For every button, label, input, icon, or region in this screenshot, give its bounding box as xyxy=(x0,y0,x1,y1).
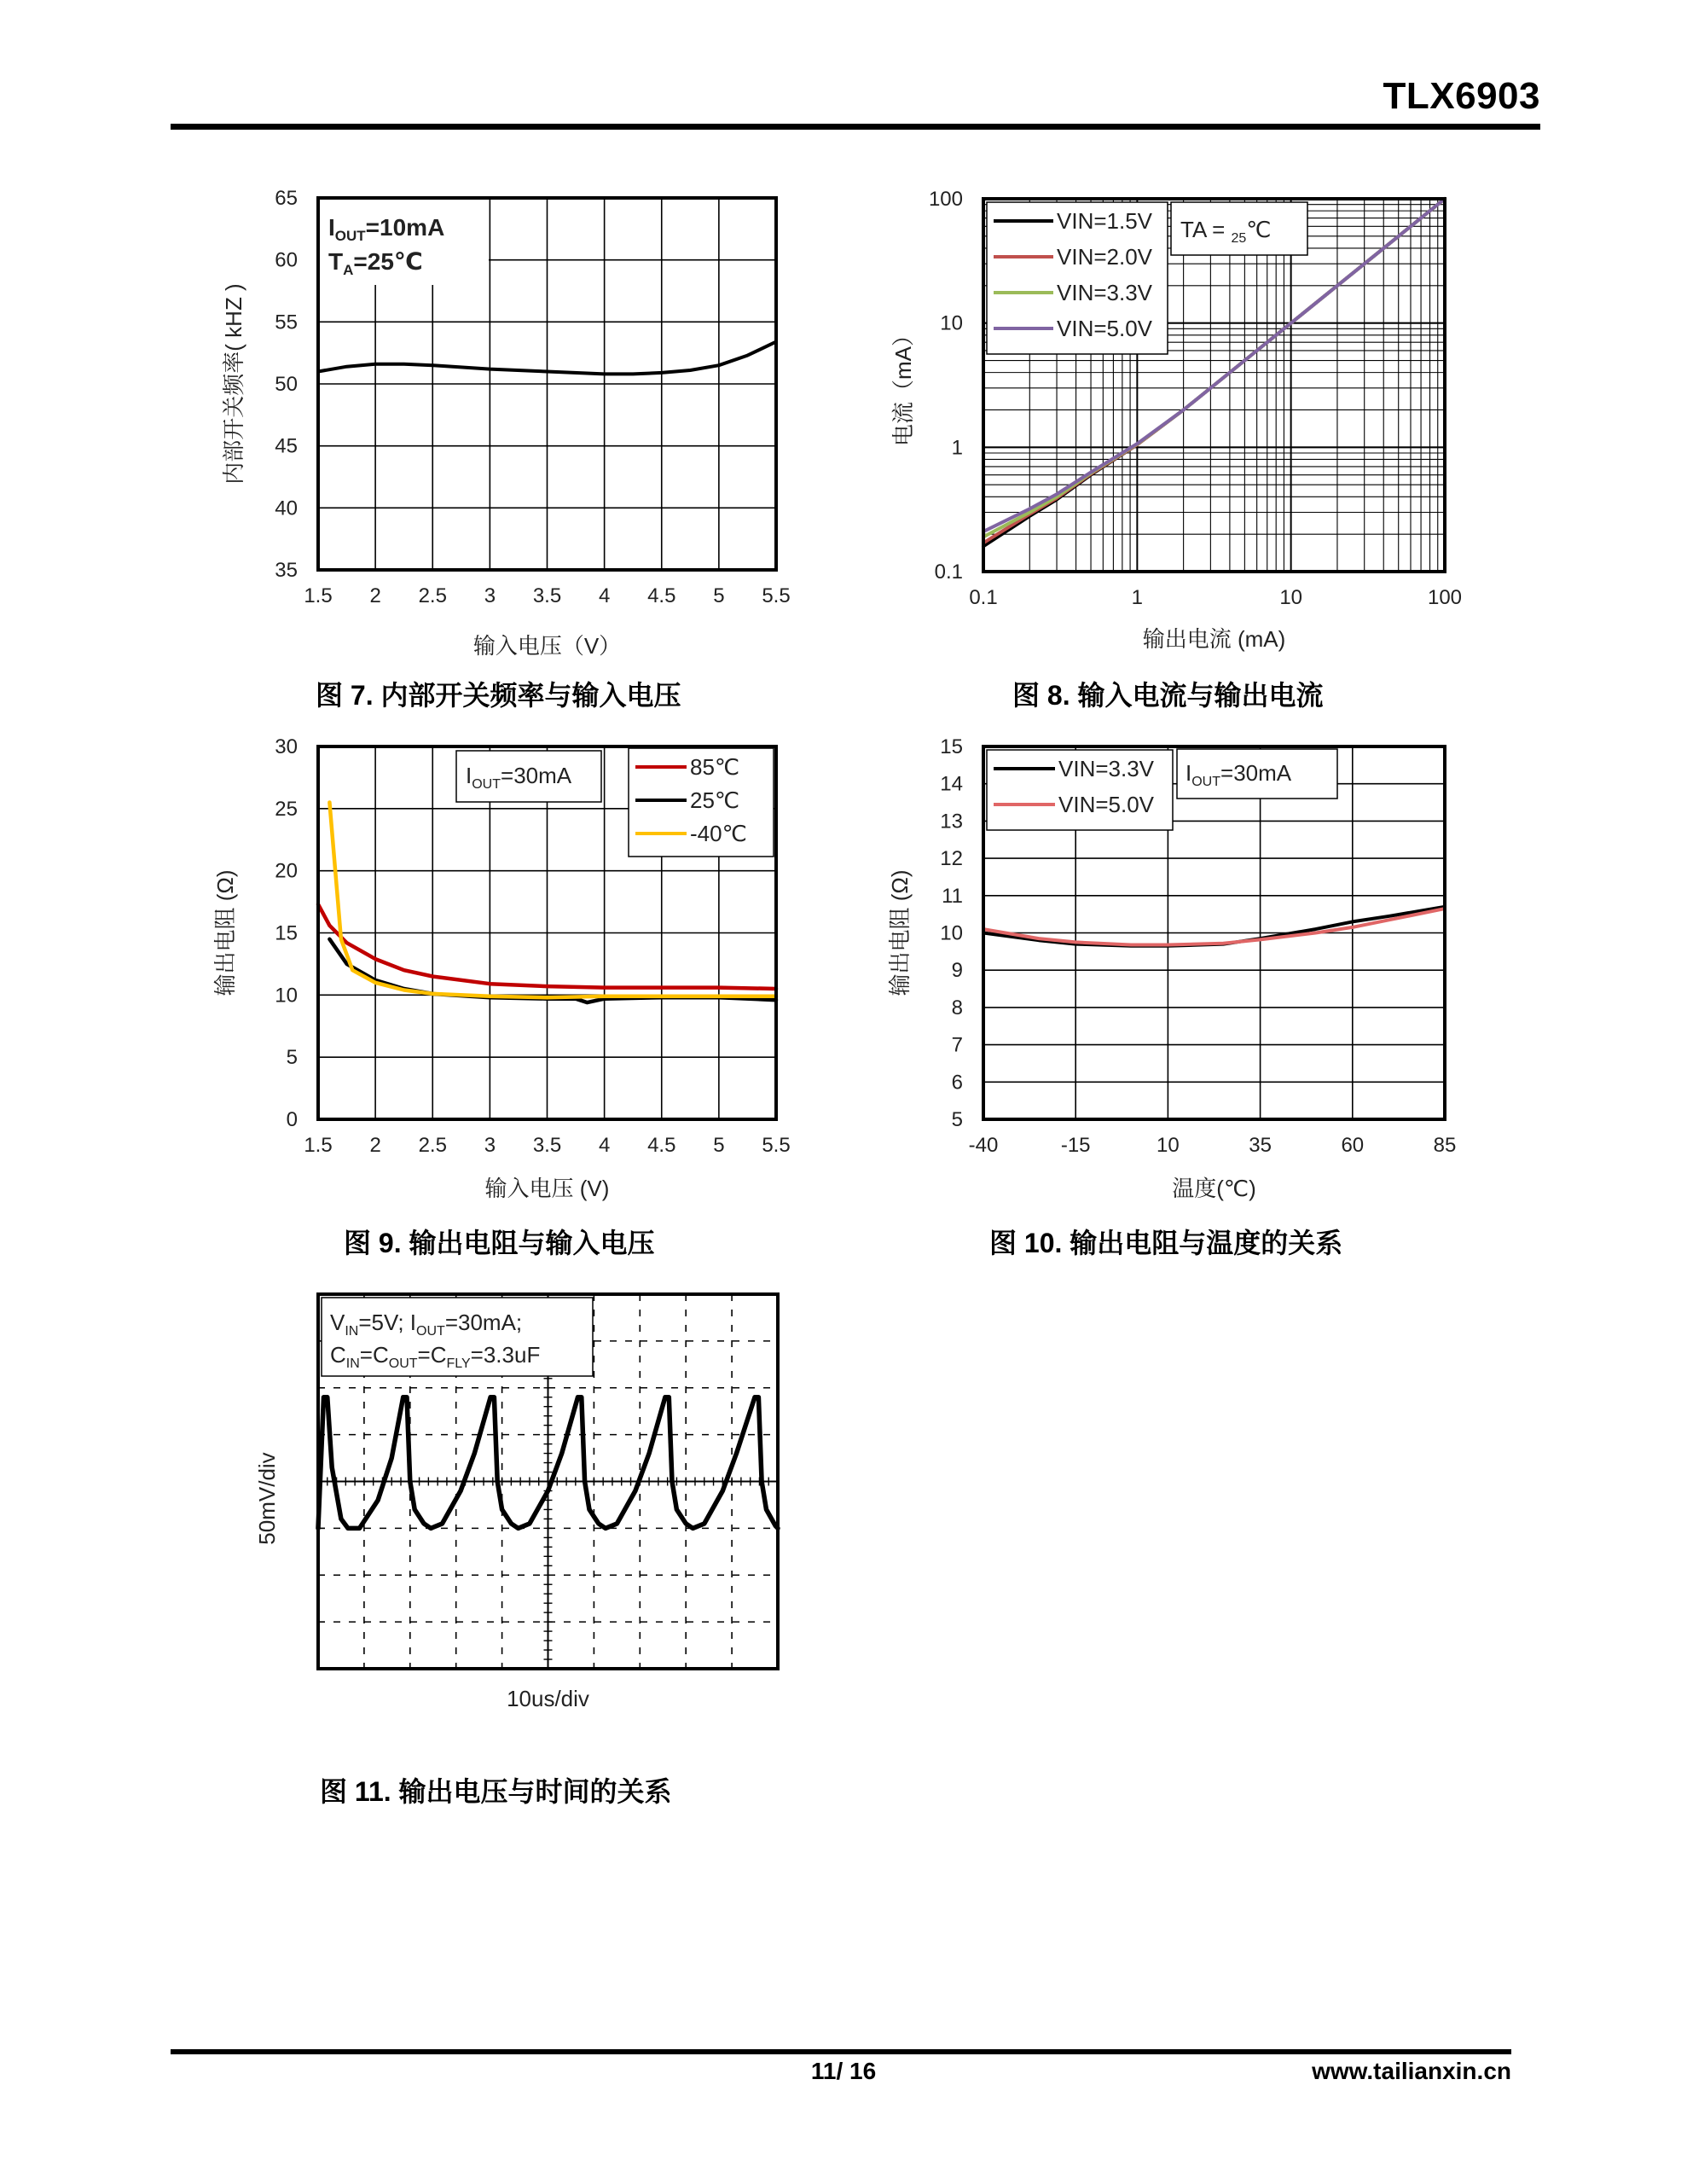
figure-8-caption: 图 8. 输入电流与输出电流 xyxy=(1012,680,1324,711)
y-tick-label: 30 xyxy=(275,735,298,758)
annotation-current: $I_{OUT}=10mA$ xyxy=(328,214,445,244)
page-number: 11/ 16 xyxy=(810,2058,877,2084)
legend-label: -40℃ xyxy=(690,821,747,846)
x-axis-label: 输入电压（V） xyxy=(472,633,622,659)
y-tick-label: 5 xyxy=(951,1108,963,1131)
y-tick-label: 12 xyxy=(940,847,963,871)
y-tick-label: 9 xyxy=(951,959,963,983)
y-tick-label: 1 xyxy=(951,436,963,460)
x-tick-label: 10 xyxy=(1279,586,1303,609)
legend-label: VIN=1.5V xyxy=(1057,208,1153,234)
x-tick-label: 5 xyxy=(713,1134,725,1157)
y-tick-label: 55 xyxy=(275,311,298,334)
x-tick-label: 4.5 xyxy=(647,1134,676,1157)
y-tick-label: 60 xyxy=(275,248,298,272)
annotation-current: $I_{OUT}=30mA$ xyxy=(1186,760,1292,789)
y-tick-label: 8 xyxy=(951,996,963,1019)
legend-label: VIN=5.0V xyxy=(1058,792,1155,817)
part-number: TLX6903 xyxy=(1383,75,1540,117)
y-tick-label: 50 xyxy=(275,373,298,396)
legend-label: VIN=3.3V xyxy=(1058,756,1155,781)
y-tick-label: 10 xyxy=(940,311,963,335)
x-tick-label: 100 xyxy=(1427,586,1463,609)
x-axis-label: 输入电压 (V) xyxy=(484,1176,610,1201)
x-tick-label: 3 xyxy=(484,1134,496,1157)
legend-label: VIN=2.0V xyxy=(1057,244,1153,270)
y-tick-label: 35 xyxy=(275,559,298,582)
x-tick-label: 5.5 xyxy=(762,1134,791,1157)
x-axis-label: 10us/div xyxy=(507,1686,589,1711)
figure-11-chart xyxy=(0,0,853,1732)
y-axis-label: 电流（mA） xyxy=(890,323,916,447)
y-tick-label: 15 xyxy=(940,735,963,758)
x-tick-label: 4 xyxy=(598,1134,611,1157)
y-tick-label: 20 xyxy=(275,859,298,883)
x-tick-label: 5.5 xyxy=(762,584,791,607)
x-tick-label: -15 xyxy=(1060,1134,1091,1157)
legend-label: 85℃ xyxy=(690,754,740,780)
y-tick-label: 65 xyxy=(275,187,298,210)
annotation-temperature: $T_A=25℃$ xyxy=(328,248,423,278)
figure-7-caption: 图 7. 内部开关频率与输入电压 xyxy=(316,680,681,711)
x-tick-label: 3.5 xyxy=(532,1134,562,1157)
y-tick-label: 7 xyxy=(951,1033,963,1057)
annotation-conditions-1: $V_{IN}=5V$; $I_{OUT}=30mA$; xyxy=(330,1310,523,1339)
footer-rule xyxy=(171,2049,1511,2054)
y-tick-label: 40 xyxy=(275,497,298,520)
y-tick-label: 10 xyxy=(940,921,963,945)
website-url: www.tailianxin.cn xyxy=(1312,2058,1511,2084)
y-axis-label: 50mV/div xyxy=(254,1452,280,1545)
x-tick-label: 2 xyxy=(369,584,381,607)
legend-label: 25℃ xyxy=(690,787,740,813)
y-tick-label: 15 xyxy=(275,921,298,945)
x-tick-label: 4.5 xyxy=(647,584,676,607)
y-tick-label: 45 xyxy=(275,434,298,458)
y-tick-label: 10 xyxy=(275,984,298,1008)
x-tick-label: 1.5 xyxy=(304,1134,333,1157)
x-tick-label: 5 xyxy=(713,584,725,607)
x-tick-label: 2.5 xyxy=(418,584,447,607)
figure-11-caption: 图 11. 输出电压与时间的关系 xyxy=(320,1776,672,1807)
x-tick-label: 4 xyxy=(598,584,611,607)
y-tick-label: 11 xyxy=(942,884,963,908)
x-tick-label: 60 xyxy=(1341,1134,1365,1157)
y-tick-label: 25 xyxy=(275,797,298,821)
x-tick-label: 1 xyxy=(1131,586,1144,609)
y-axis-label: 内部开关频率( kHZ ) xyxy=(221,283,246,485)
y-tick-label: 14 xyxy=(940,772,963,796)
x-tick-label: 85 xyxy=(1433,1134,1457,1157)
y-tick-label: 100 xyxy=(928,188,963,211)
y-tick-label: 0 xyxy=(286,1108,298,1131)
legend-label: VIN=5.0V xyxy=(1057,316,1153,341)
x-tick-label: 10 xyxy=(1157,1134,1180,1157)
figure-10-caption: 图 10. 输出电阻与温度的关系 xyxy=(989,1228,1343,1258)
annotation-temperature: TA = $_{25}$℃ xyxy=(1180,217,1272,246)
x-tick-label: 3 xyxy=(484,584,496,607)
x-axis-label: 温度(℃) xyxy=(1172,1176,1256,1201)
y-axis-label: 输出电阻 (Ω) xyxy=(212,869,238,996)
y-tick-label: 5 xyxy=(286,1046,298,1070)
x-tick-label: 1.5 xyxy=(304,584,333,607)
y-tick-label: 13 xyxy=(940,810,963,834)
figure-9-caption: 图 9. 输出电阻与输入电压 xyxy=(344,1228,655,1258)
y-tick-label: 0.1 xyxy=(934,561,963,584)
annotation-conditions-2: $C_{IN}=C_{OUT}=C_{FLY}=3.3uF$ xyxy=(330,1342,541,1371)
series-line xyxy=(983,909,1445,944)
legend-label: VIN=3.3V xyxy=(1057,280,1153,305)
x-axis-label: 输出电流 (mA) xyxy=(1142,626,1286,652)
x-tick-label: 35 xyxy=(1249,1134,1272,1157)
x-tick-label: 3.5 xyxy=(532,584,562,607)
y-axis-label: 输出电阻 (Ω) xyxy=(887,869,913,996)
x-tick-label: -40 xyxy=(968,1134,999,1157)
x-tick-label: 2.5 xyxy=(418,1134,447,1157)
x-tick-label: 0.1 xyxy=(969,586,998,609)
annotation-current: $I_{OUT}=30mA$ xyxy=(466,763,572,792)
x-tick-label: 2 xyxy=(369,1134,381,1157)
y-tick-label: 6 xyxy=(951,1071,963,1095)
